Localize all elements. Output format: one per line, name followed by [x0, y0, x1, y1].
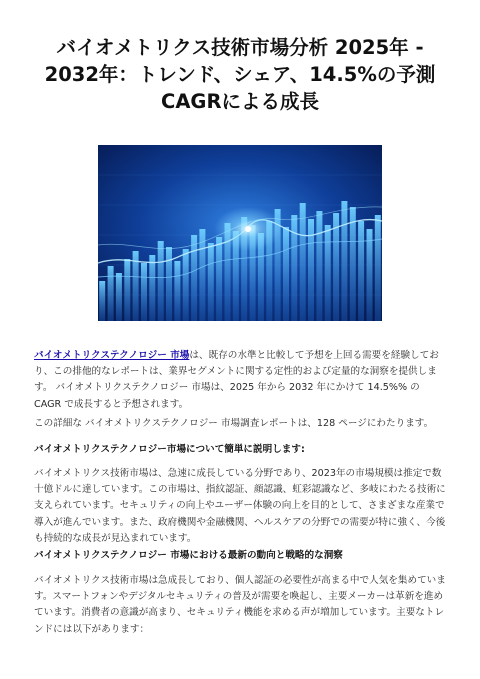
- decorative-bar: [174, 261, 180, 321]
- decorative-bar: [333, 213, 339, 321]
- decorative-bar: [350, 207, 356, 321]
- decorative-bar: [108, 266, 114, 321]
- section-heading-overview: バイオメトリクステクノロジー市場について簡単に説明します:: [34, 444, 305, 455]
- trends-paragraph: バイオメトリクス技術市場は急成長しており、個人認証の必要性が高まる中で人気を集めています。スマートフォンやデジタルセキュリティの普及が需要を喚起し、主要メーカーは革新を進めています。消費者の意識が高まり、セキュリティ機能を求める声が増加しています。主要なトレンドには以下があります：: [34, 575, 446, 635]
- decorative-bar: [116, 273, 122, 321]
- decorative-bar: [208, 243, 214, 321]
- decorative-bar: [375, 215, 381, 321]
- decorative-bar: [341, 201, 347, 321]
- intro-paragraph: [34, 348, 448, 413]
- decorative-bar: [367, 229, 373, 321]
- decorative-bar: [291, 215, 297, 321]
- decorative-bar: [316, 211, 322, 321]
- decorative-bar: [358, 221, 364, 321]
- decorative-bar: [216, 237, 222, 321]
- decorative-bar: [183, 249, 189, 321]
- overview-paragraph: バイオメトリクス技術市場は、急速に成長している分野であり、2023年の市場規模は推定で数十億ドルに達しています。この市場は、指紋認証、顔認識、虹彩認識など、多岐にわたる技術に支えられています。セキュリティの向上やユーザー体験の向上を目的として、さまざまな産業で導入が進んでいます。また、政府機関や金融機関、ヘルスケアの分野での需要が特に強く、今後も持続的な成長が見込まれています。: [34, 468, 446, 544]
- section-heading-trends: バイオメトリクステクノロジー 市場における最新の動向と戦略的な洞察: [34, 550, 343, 561]
- market-link[interactable]: バイオメトリクステクノロジー 市場: [34, 350, 190, 361]
- decorative-bar: [191, 235, 197, 321]
- report-pages-paragraph: この詳細な バイオメトリクステクノロジー 市場調査レポートは、128 ページにわたります。: [34, 418, 434, 429]
- page-title: バイオメトリクス技術市場分析 2025年 - 2032年：トレンド、シェア、14.5%の予測CAGRによる成長: [44, 36, 436, 113]
- decorative-bar: [283, 227, 289, 321]
- intro-text: は、既存の水準と比較して予想を上回る需要を経験しており、この排他的なレポートは、業界セグメントに関する定性的および定量的な洞察を提供します。 バイオメトリクステクノロジー 市場は、2025 年から 2032 年にかけて 14.5%% の CAGR で成長すると予想されます。: [34, 350, 439, 410]
- decorative-bar: [141, 263, 147, 321]
- decorative-bar: [325, 225, 331, 321]
- decorative-bar: [300, 203, 306, 321]
- decorative-bar: [124, 259, 130, 321]
- decorative-bar: [158, 241, 164, 321]
- decorative-bar: [99, 281, 105, 321]
- decorative-bar: [308, 219, 314, 321]
- decorative-bar: [166, 247, 172, 321]
- hero-chart-image: [98, 145, 382, 321]
- decorative-bar: [149, 255, 155, 321]
